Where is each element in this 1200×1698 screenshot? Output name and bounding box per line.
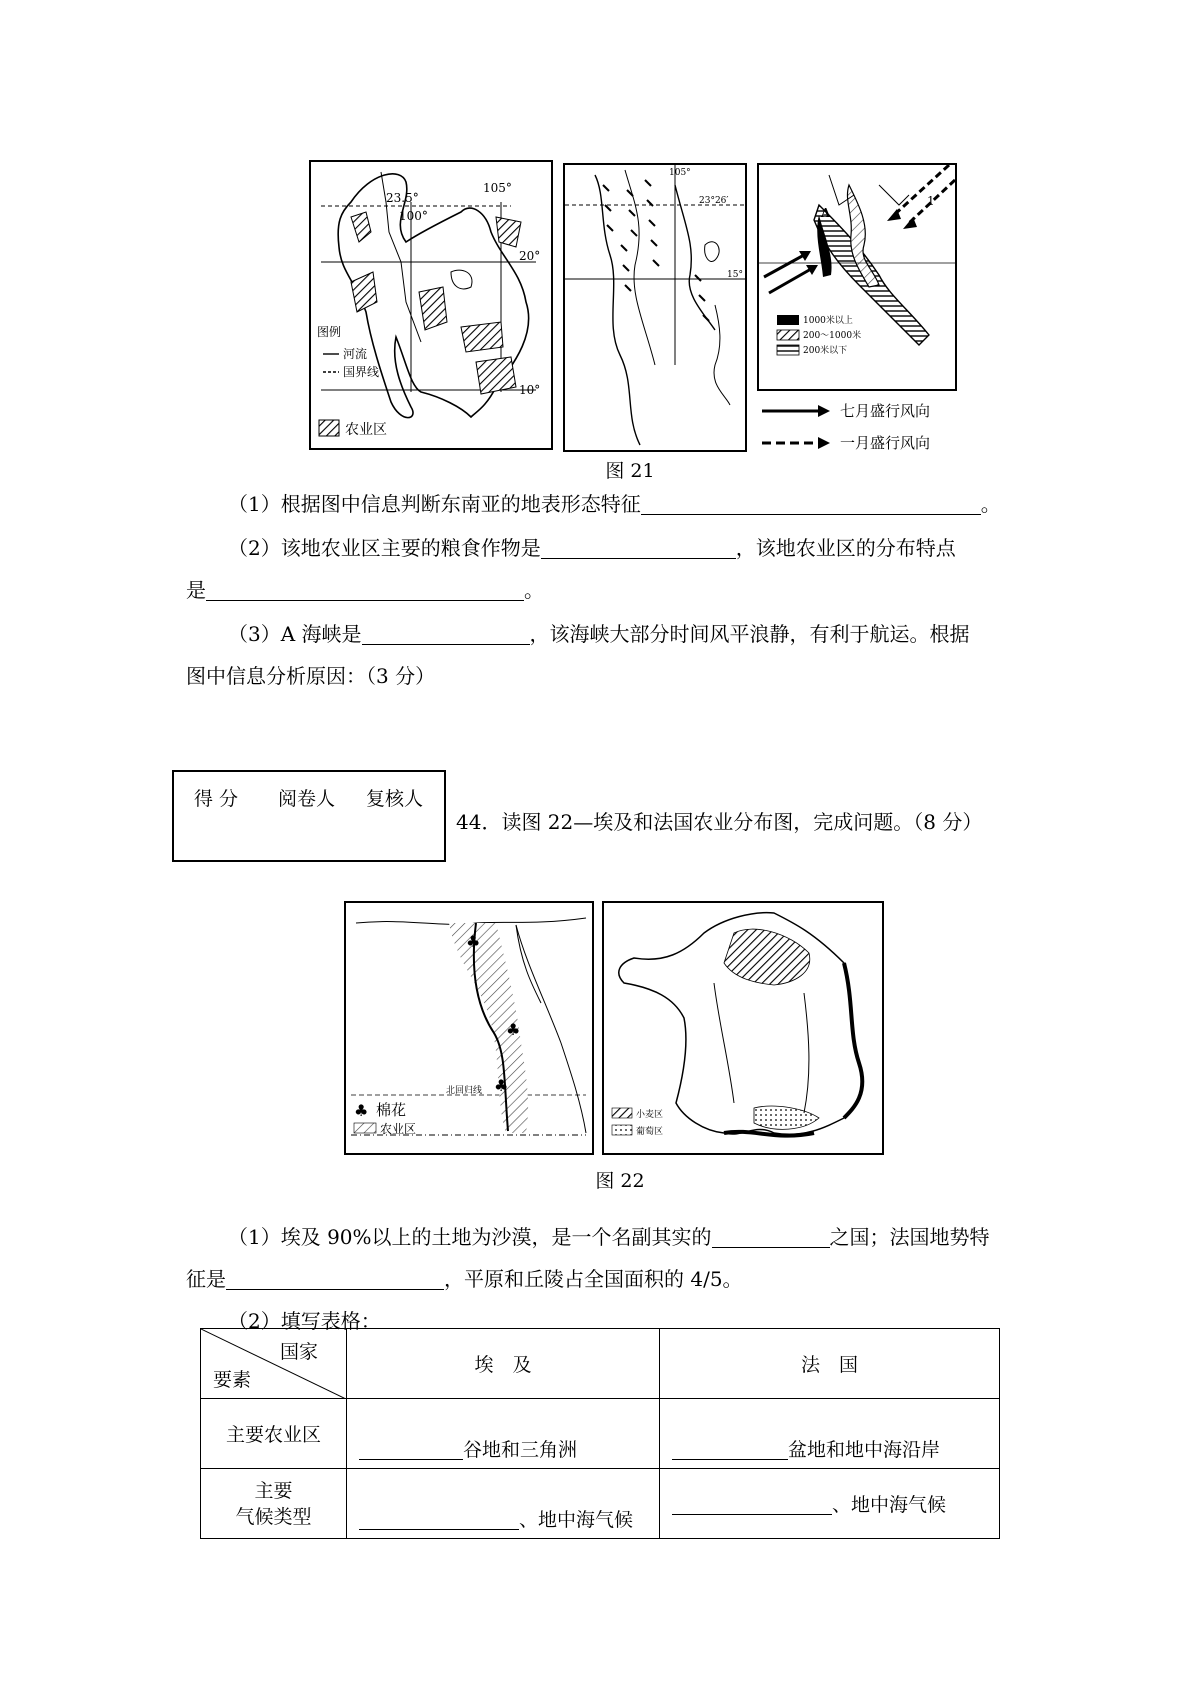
header-country: 国家 xyxy=(279,1341,318,1363)
legend-cotton: 棉花 xyxy=(376,1101,407,1119)
legend-river: 河流 xyxy=(343,347,368,361)
legend-border: 国界线 xyxy=(343,365,380,379)
july-wind-arrows xyxy=(764,255,811,293)
q43-3-cont: 图中信息分析原因：（3 分） xyxy=(186,664,436,688)
elev-legend-2: 200～1000米 xyxy=(803,331,862,341)
header-egypt: 埃 及 xyxy=(347,1329,660,1399)
elev-legend-3: 200米以下 xyxy=(803,346,848,356)
elev-200-1000-swatch xyxy=(777,330,799,340)
cotton-legend-icon: ♣ xyxy=(354,1101,369,1120)
cell-egypt-agri: 谷地和三角洲 xyxy=(347,1399,660,1469)
tropic-label: 北回归线 xyxy=(446,1086,483,1096)
header-france: 法 国 xyxy=(660,1329,1000,1399)
label-lat-23-5: 23.5° xyxy=(386,191,419,205)
legend-title: 图例 xyxy=(317,325,342,339)
egypt-agri-blank[interactable] xyxy=(359,1437,463,1460)
q43-2: （2）该地农业区主要的粮食作物是 ，该地农业区的分布特点 xyxy=(228,536,956,560)
cell-egypt-climate: 、地中海气候 xyxy=(347,1469,660,1539)
label-lat-10: 10° xyxy=(519,383,541,397)
label-1: 1 xyxy=(927,194,935,208)
row-agri-label: 主要农业区 xyxy=(201,1399,347,1469)
q44-2: （2）填写表格： xyxy=(228,1309,381,1333)
label-lat-15: 15° xyxy=(727,270,743,280)
table-diagonal-header xyxy=(201,1329,347,1399)
legend-wheat: 小麦区 xyxy=(636,1110,664,1120)
q43-1: （1）根据图中信息判断东南亚的地表形态特征 。 xyxy=(228,492,1001,516)
cotton-icon: ♣ xyxy=(494,1076,509,1095)
fig21-map-thailand xyxy=(309,160,553,450)
january-wind-arrows xyxy=(894,165,955,223)
cell-france-agri: 盆地和地中海沿岸 xyxy=(660,1399,1000,1469)
score-box xyxy=(172,770,446,862)
climate-table xyxy=(200,1328,1000,1539)
header-element: 要素 xyxy=(213,1369,252,1391)
q43-2-cont: 是 。 xyxy=(186,578,544,602)
fig21-map-relief xyxy=(563,163,747,452)
q44-1-blank-desert[interactable] xyxy=(712,1225,830,1248)
score-label: 得 分 xyxy=(194,788,239,810)
legend-january: 一月盛行风向 xyxy=(840,434,931,452)
q43-3-blank-strait[interactable] xyxy=(362,622,530,645)
reviewer-label: 复核人 xyxy=(366,788,424,810)
cotton-icon: ♣ xyxy=(506,1020,521,1039)
legend-agri: 农业区 xyxy=(380,1122,417,1136)
france-agri-blank[interactable] xyxy=(672,1437,788,1460)
row-climate-label: 主要 气候类型 xyxy=(201,1469,347,1539)
q44-1-cont: 征是 ，平原和丘陵占全国面积的 4/5。 xyxy=(186,1267,743,1291)
cotton-icon: ♣ xyxy=(466,932,481,951)
fig21-caption: 图 21 xyxy=(605,460,655,482)
label-lat-20: 20° xyxy=(519,249,541,263)
elev-legend-1: 1000米以上 xyxy=(803,316,853,326)
elev-200-swatch xyxy=(777,345,799,355)
fig21-map-strait xyxy=(757,163,957,391)
fig22-map-egypt xyxy=(344,901,594,1155)
label-lon-105: 105° xyxy=(483,181,512,195)
label-A: A xyxy=(821,206,831,220)
agri-legend-swatch xyxy=(354,1123,376,1133)
label-lat-23-26: 23°26′ xyxy=(699,196,729,206)
france-climate-blank[interactable] xyxy=(672,1492,832,1515)
grader-label: 阅卷人 xyxy=(278,788,336,810)
legend-grape: 葡萄区 xyxy=(636,1127,664,1137)
q44-1: （1）埃及 90%以上的土地为沙漠，是一个名副其实的 之国；法国地势特 xyxy=(228,1225,990,1249)
wheat-legend-swatch xyxy=(612,1108,632,1118)
q44-1-blank-terrain[interactable] xyxy=(226,1267,444,1290)
label-lon-100: 100° xyxy=(399,209,428,223)
egypt-climate-blank[interactable] xyxy=(359,1507,519,1530)
q43-1-blank[interactable] xyxy=(641,492,981,515)
label-lon-105: 105° xyxy=(669,168,691,178)
fig22-map-france xyxy=(602,901,884,1155)
legend-agri: 农业区 xyxy=(345,422,387,438)
q44-title: 44．读图 22—埃及和法国农业分布图，完成问题。（8 分） xyxy=(456,810,983,834)
grape-legend-swatch xyxy=(612,1125,632,1135)
q43-3: （3）A 海峡是 ，该海峡大部分时间风平浪静，有利于航运。根据 xyxy=(228,622,970,646)
legend-july: 七月盛行风向 xyxy=(840,402,931,420)
q43-2-blank-crop[interactable] xyxy=(541,536,736,559)
elev-1000-swatch xyxy=(777,315,799,325)
cell-france-climate: 、地中海气候 xyxy=(660,1469,1000,1539)
fig22-caption: 图 22 xyxy=(595,1170,645,1192)
wind-legend xyxy=(760,400,960,460)
q43-2-blank-distribution[interactable] xyxy=(206,578,524,601)
